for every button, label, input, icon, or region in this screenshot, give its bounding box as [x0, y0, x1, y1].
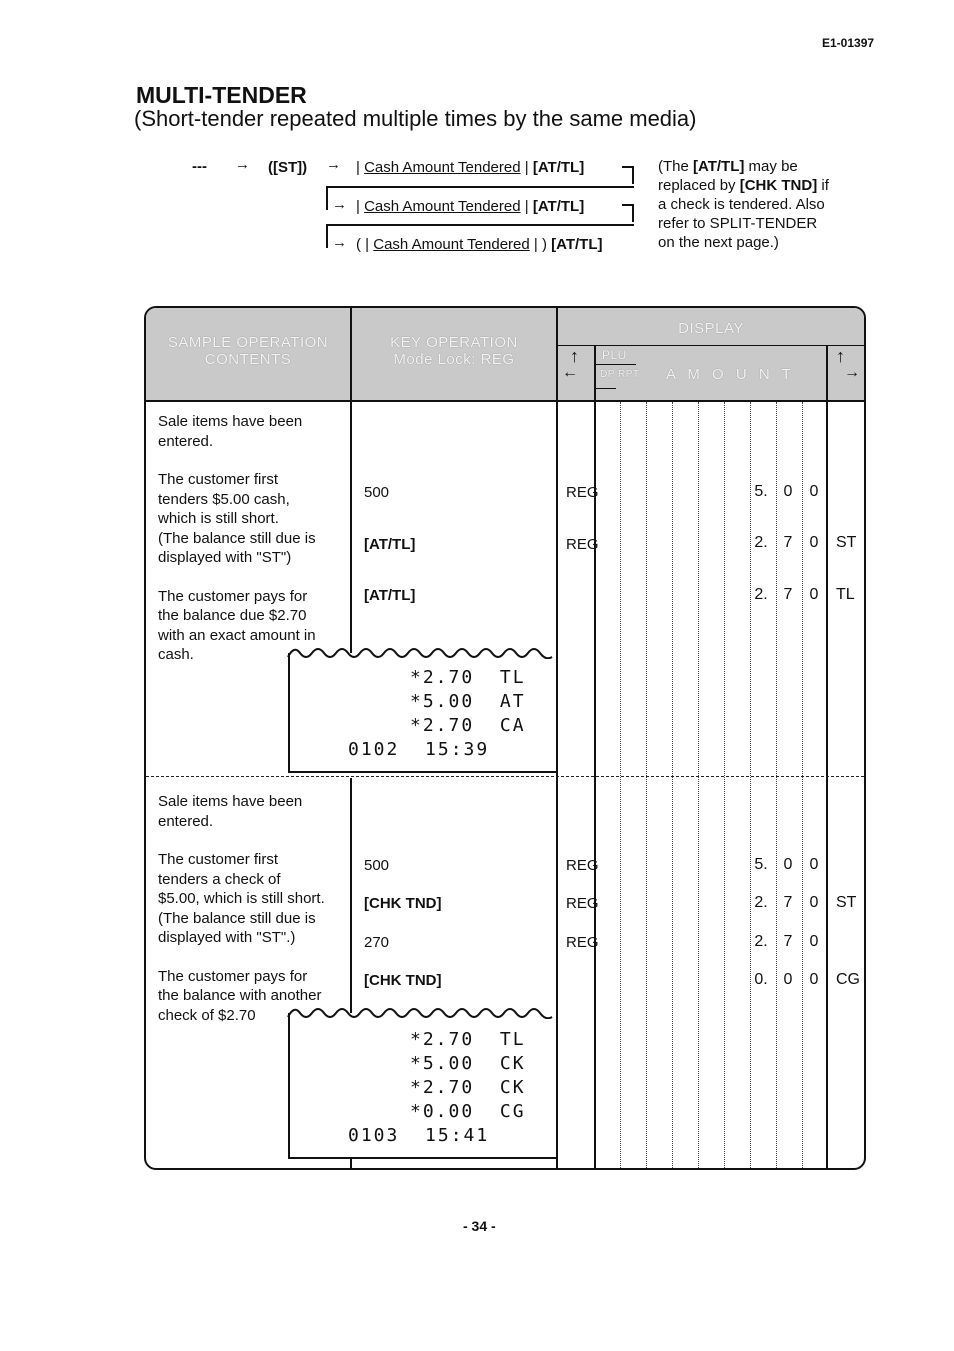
arrow-up-icon: ↑	[836, 346, 845, 366]
mode-indicator: REG	[566, 484, 599, 501]
status-indicator: TL	[836, 586, 855, 603]
flow-arrow-icon: →	[332, 196, 347, 213]
flow-lead: ---	[192, 158, 207, 175]
page-subtitle: (Short-tender repeated multiple times by the same media)	[134, 106, 697, 131]
flow-line-3: ( | Cash Amount Tendered | ) [AT/TL]	[356, 236, 603, 253]
arrow-up-icon: ↑	[570, 346, 579, 366]
receipt-tear-edge	[286, 643, 558, 659]
key-entry: [CHK TND]	[364, 895, 442, 912]
column-divider	[826, 345, 828, 1170]
section2-contents: Sale items have been entered. The customer first tenders a check of $5.00, which is still short. (The balance still due is displayed with "ST".) The customer pays for the balance with another check of $2.70	[158, 793, 325, 1024]
key-entry: 270	[364, 934, 390, 951]
receipt-tear-edge	[286, 1003, 558, 1019]
flow-st-key: ([ST])	[268, 159, 308, 176]
status-indicator: CG	[836, 971, 860, 988]
arrow-left-icon: ←	[562, 364, 578, 381]
status-indicator: ST	[836, 894, 857, 911]
receipt-printout: *2.70 TL *5.00 AT *2.70 CA 0102 15:39	[288, 653, 558, 773]
header-sample-operation: SAMPLE OPERATION CONTENTS	[167, 334, 329, 368]
flow-arrow-icon: →	[326, 156, 341, 173]
column-divider	[594, 345, 596, 1170]
header-amount: A M O U N T	[666, 366, 795, 383]
key-entry: [AT/TL]	[364, 587, 416, 604]
receipt-printout: *2.70 TL *5.00 CK *2.70 CK *0.00 CG 0103 15:41	[288, 1013, 558, 1159]
page-title: MULTI-TENDER	[136, 82, 307, 108]
arrow-right-icon: →	[844, 364, 860, 381]
flow-note: (The [AT/TL] may be replaced by [CHK TND] if a check is tendered. Also refer to SPLIT-TENDER on the next page.)	[658, 158, 829, 251]
mode-indicator: REG	[566, 857, 599, 874]
mode-indicator: REG	[566, 895, 599, 912]
page-number: - 34 -	[463, 1218, 496, 1234]
flow-line-2: | Cash Amount Tendered | [AT/TL]	[356, 198, 585, 215]
operation-table: SAMPLE OPERATION CONTENTS KEY OPERATION Mode Lock: REG DISPLAY PLU DP RPT A M O U N T ↑ ← ↑ → Sale items have been entered. The customer first tenders $5.00 cash, which is still short. (The balance still due is displayed with "ST") The customer pays for the balance due $2.70 with an exact amount in cash. 500 [AT/TL] [AT/TL] REG REG 5. 0 0 2. 7 0 ST 2. 7 0 TL *2.70 TL *5.00 AT *2.70 CA 0102 15:39 Sale items have been entered. The customer first tenders a check of $5.00, which is still short. (The balance still due is displayed with "ST".) The customer pays for the balance with another check of $2.70 500 [CHK TND] 270 [CHK TND] REG REG REG 5. 0 0 2. 7 0 ST 2. 7 0 0. 0 0 CG *2.70 TL *5.00 CK *2.70 CK *0.00 CG 0103 15:41	[144, 306, 866, 1170]
mode-indicator: REG	[566, 536, 599, 553]
key-entry: [CHK TND]	[364, 972, 442, 989]
header-dp-rpt: DP RPT	[600, 369, 640, 380]
document-number: E1-01397	[822, 36, 875, 50]
header-display: DISPLAY	[678, 320, 744, 337]
section1-contents: Sale items have been entered. The customer first tenders $5.00 cash, which is still short. (The balance still due is displayed with "ST") The customer pays for the balance due $2.70 with an exact amount in cash.	[158, 413, 316, 663]
mode-indicator: REG	[566, 934, 599, 951]
header-key-operation: KEY OPERATION Mode Lock: REG	[390, 334, 518, 368]
section-divider	[146, 776, 864, 777]
header-plu: PLU	[602, 348, 627, 362]
key-entry: 500	[364, 484, 390, 501]
flow-arrow-icon: →	[235, 156, 250, 173]
key-entry: 500	[364, 857, 390, 874]
flow-arrow-icon: →	[332, 234, 347, 251]
column-divider	[350, 308, 352, 653]
status-indicator: ST	[836, 534, 857, 551]
flow-line-1: | Cash Amount Tendered | [AT/TL]	[356, 159, 585, 176]
key-entry: [AT/TL]	[364, 536, 416, 553]
